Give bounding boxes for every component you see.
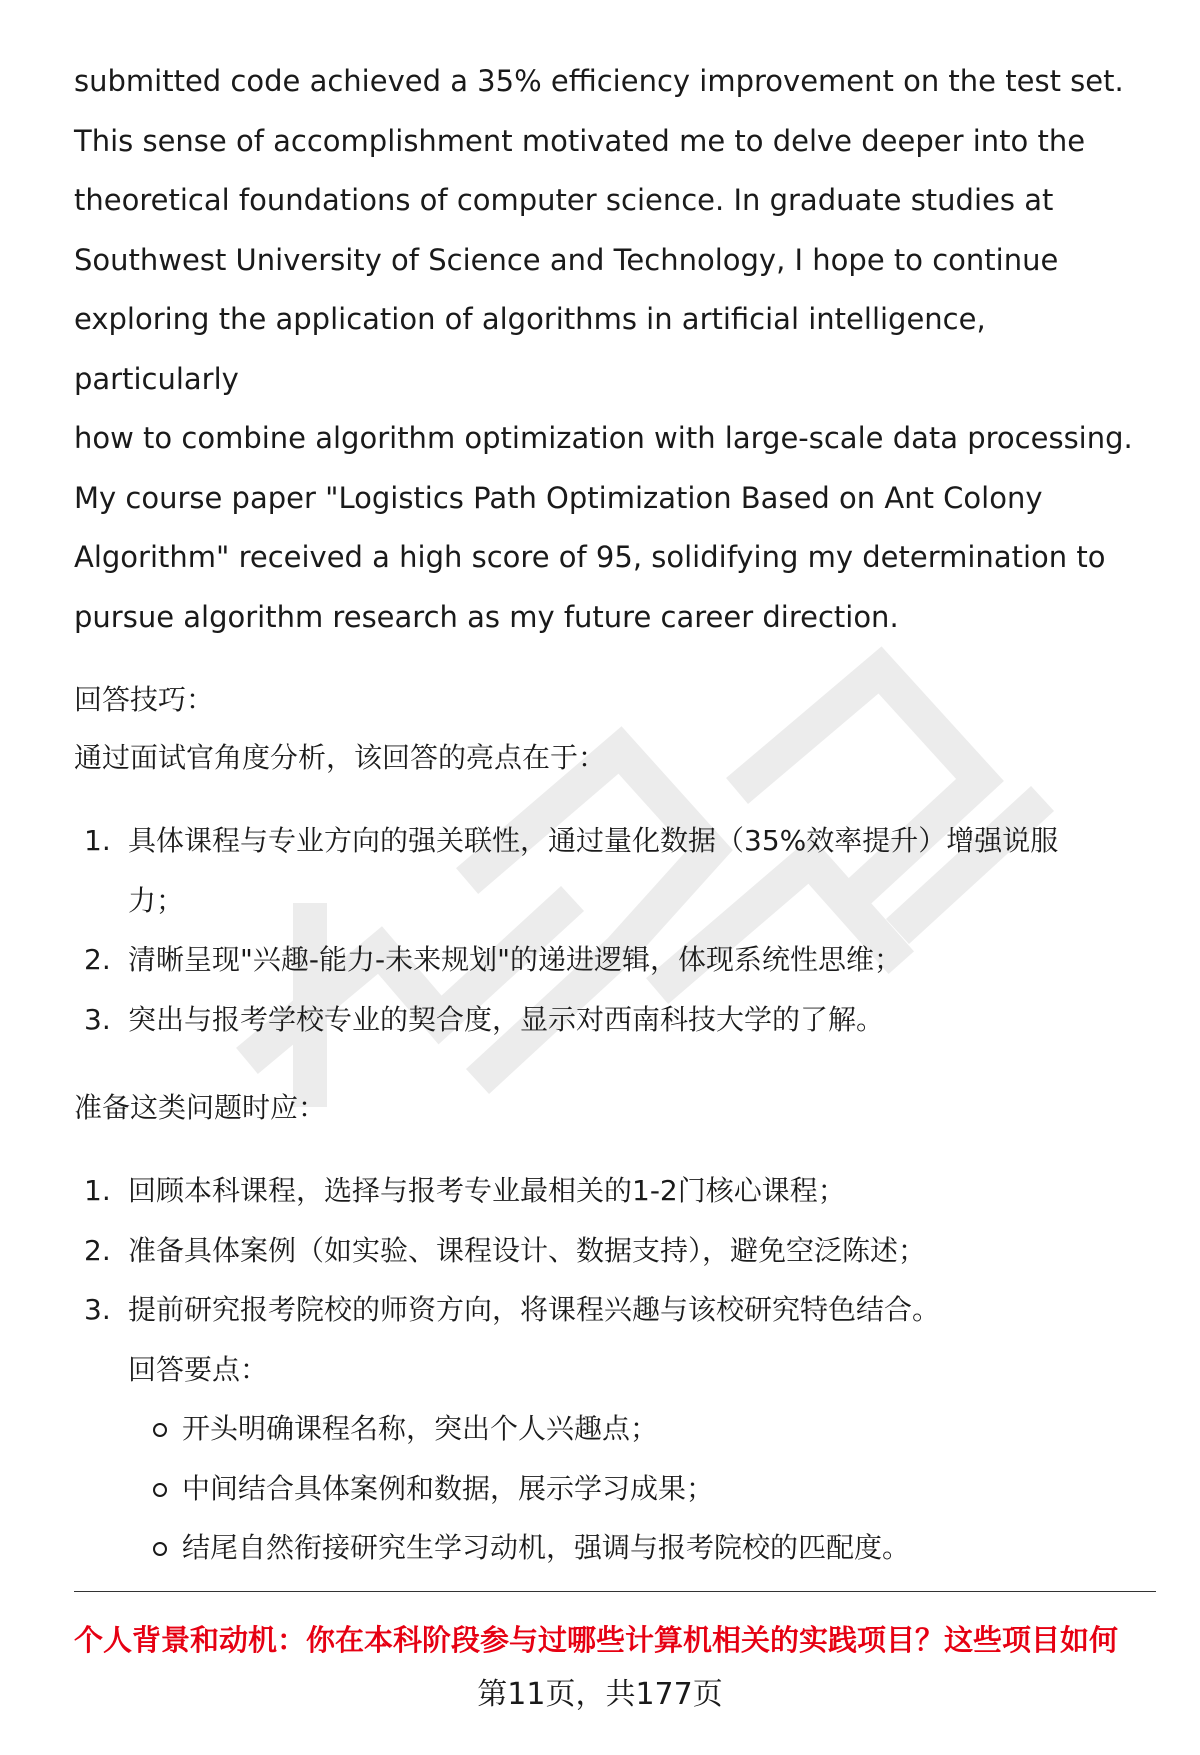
hollow-bullet-icon [153, 1483, 167, 1497]
hollow-bullet-icon [153, 1423, 167, 1437]
bullet-text: 开头明确课程名称，突出个人兴趣点； [182, 1412, 659, 1445]
body-paragraph [74, 52, 1134, 647]
list-item [74, 811, 1134, 930]
highlights-list [74, 811, 1134, 1049]
list-item-text: 力； [128, 883, 185, 917]
bullet-item [74, 1518, 1134, 1578]
list-item [74, 990, 1134, 1050]
body-line: how to combine algorithm optimization with large-scale data processing. [74, 421, 1133, 455]
list-item-text: 回顾本科课程，选择与报考专业最相关的1-2门核心课程； [128, 1174, 846, 1207]
prep-list [74, 1161, 1134, 1340]
list-item-text: 具体课程与专业方向的强关联性，通过量化数据（35%效率提升）增强说服 [128, 824, 1059, 857]
body-line: My course paper "Logistics Path Optimization Based on Ant Colony [74, 480, 1043, 515]
list-item [74, 1280, 1134, 1340]
bullet-item [74, 1459, 1134, 1519]
hollow-bullet-icon [153, 1542, 167, 1556]
list-item [74, 930, 1134, 990]
next-question-heading: 个人背景和动机：你在本科阶段参与过哪些计算机相关的实践项目？这些项目如何 [74, 1623, 1119, 1657]
key-points-list [74, 1399, 1134, 1578]
bullet-text: 中间结合具体案例和数据，展示学习成果； [182, 1471, 715, 1505]
list-item [74, 1221, 1134, 1281]
page-footer: 第11页，共177页 [477, 1677, 723, 1712]
section-divider [74, 1591, 1156, 1592]
list-number: 2. [84, 943, 111, 976]
list-number: 3. [84, 1293, 111, 1326]
body-line: Algorithm" received a high score of 95, solidifying my determination to [74, 540, 1106, 574]
list-number: 2. [84, 1233, 111, 1267]
body-line: submitted code achieved a 35% efficiency improvement on the test set. [74, 64, 1124, 98]
key-points-label: 回答要点： [128, 1352, 269, 1386]
document-page [74, 52, 1134, 1578]
body-line: theoretical foundations of computer science. In graduate studies at [74, 183, 1054, 217]
list-number: 3. [84, 1002, 111, 1036]
list-number: 1. [84, 824, 111, 857]
list-item-text: 突出与报考学校专业的契合度，显示对西南科技大学的了解。 [128, 1002, 885, 1036]
tips-label: 回答技巧： [74, 683, 215, 716]
body-line: Southwest University of Science and Technology, I hope to continue [74, 242, 1059, 277]
tips-intro: 通过面试官角度分析，该回答的亮点在于： [74, 741, 607, 774]
list-item-text: 准备具体案例（如实验、课程设计、数据支持），避免空泛陈述； [128, 1233, 927, 1267]
list-number: 1. [84, 1174, 111, 1207]
bullet-item [74, 1399, 1134, 1459]
list-item-text: 清晰呈现"兴趣-能力-未来规划"的递进逻辑，体现系统性思维； [128, 943, 902, 976]
prep-label: 准备这类问题时应： [74, 1091, 327, 1124]
list-item-text: 提前研究报考院校的师资方向，将课程兴趣与该校研究特色结合。 [128, 1293, 941, 1326]
bullet-text: 结尾自然衔接研究生学习动机，强调与报考院校的匹配度。 [182, 1531, 911, 1564]
body-line: exploring the application of algorithms in artificial intelligence, particularly [74, 302, 986, 396]
body-line: pursue algorithm research as my future career direction. [74, 599, 899, 634]
list-item [74, 1161, 1134, 1221]
body-line: This sense of accomplishment motivated me to delve deeper into the [74, 123, 1086, 158]
